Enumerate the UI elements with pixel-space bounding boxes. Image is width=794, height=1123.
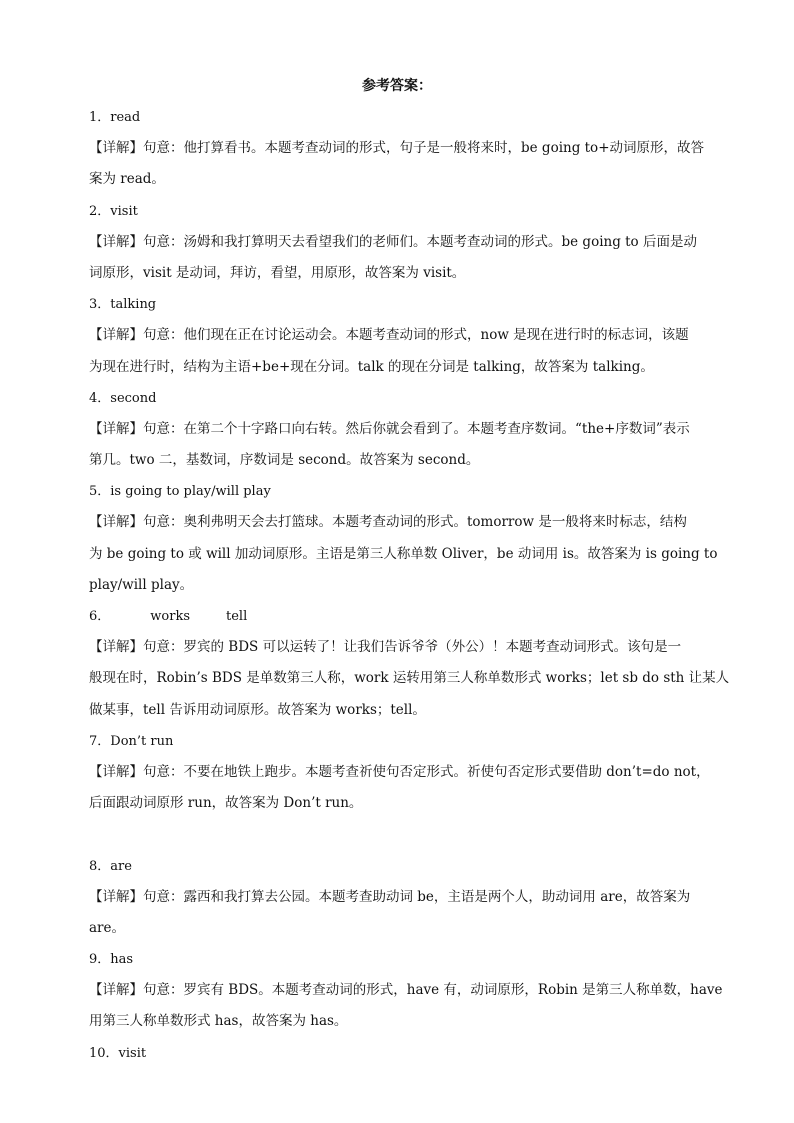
explanation-line: 做某事，tell 告诉用动词原形。故答案为 works；tell。 (89, 701, 426, 718)
blank-spacer (89, 819, 705, 850)
explanation-line: are。 (89, 919, 125, 936)
answer-label-1: 1．read (89, 110, 141, 125)
answer-number: 6． (89, 609, 111, 624)
explanation-line: 词原形，visit 是动词，拜访，看望，用原形，故答案为 visit。 (89, 264, 466, 281)
explanation-line: 【详解】句意：汤姆和我打算明天去看望我们的老师们。本题考查动词的形式。be going to 后面是动 (89, 233, 697, 250)
explanation-line: 为现在进行时，结构为主语+be+现在分词。talk 的现在分词是 talking，故答案为 talking。 (89, 358, 654, 375)
answer-label-2: 2．visit (89, 203, 138, 219)
explanation-line: play/will play。 (89, 576, 194, 593)
page-title: 参考答案： (362, 78, 432, 94)
answer-label-7: 7．Don’t run (89, 733, 174, 749)
answer-label-4: 4．second (89, 390, 157, 406)
explanation-line: 【详解】句意：不要在地铁上跑步。本题考查祈使句否定形式。祈使句否定形式要借助 don’t=do not， (89, 763, 710, 780)
explanation-line: 用第三人称单数形式 has，故答案为 has。 (89, 1013, 348, 1030)
answer-label-3: 3．talking (89, 297, 157, 313)
answer-list (89, 102, 730, 1069)
answer-label-10: 10．visit (89, 1045, 147, 1061)
explanation-line: 【详解】句意：罗宾的 BDS 可以运转了！让我们告诉爷爷（外公）！本题考查动词形式。该句是一 (89, 639, 682, 656)
answer-label-8: 8．are (89, 858, 132, 874)
answer-label-6 (89, 601, 705, 632)
answer-label-5: 5．is going to play/will play (89, 484, 271, 500)
explanation-line: 后面跟动词原形 run，故答案为 Don’t run。 (89, 795, 363, 812)
explanation-line: 为 be going to 或 will 加动词原形。主语是第三人称单数 Oliver，be 动词用 is。故答案为 is going to (89, 545, 718, 562)
answer-word: tell (226, 609, 248, 624)
explanation-line: 【详解】句意：他打算看书。本题考查动词的形式，句子是一般将来时，be going to+动词原形，故答 (89, 140, 705, 157)
explanation-line: 第几。two 二，基数词，序数词是 second。故答案为 second。 (89, 452, 480, 469)
explanation-line: 【详解】句意：露西和我打算去公园。本题考查助动词 be，主语是两个人，助动词用 are，故答案为 (89, 888, 691, 905)
explanation-line: 【详解】句意：罗宾有 BDS。本题考查动词的形式，have 有，动词原形，Robin 是第三人称单数，have (89, 982, 723, 999)
explanation-line: 案为 read。 (89, 171, 165, 188)
explanation-line: 般现在时，Robin’s BDS 是单数第三人称，work 运转用第三人称单数形式 works；let sb do sth 让某人 (89, 670, 730, 687)
explanation-line: 【详解】句意：在第二个十字路口向右转。然后你就会看到了。本题考查序数词。“the+序数词”表示 (89, 420, 690, 437)
answer-word: works (150, 609, 190, 624)
explanation-line: 【详解】句意：他们现在正在讨论运动会。本题考查动词的形式，now 是现在进行时的标志词，该题 (89, 327, 689, 344)
explanation-line: 【详解】句意：奥利弗明天会去打篮球。本题考查动词的形式。tomorrow 是一般将来时标志，结构 (89, 514, 687, 531)
answer-label-9: 9．has (89, 952, 134, 968)
